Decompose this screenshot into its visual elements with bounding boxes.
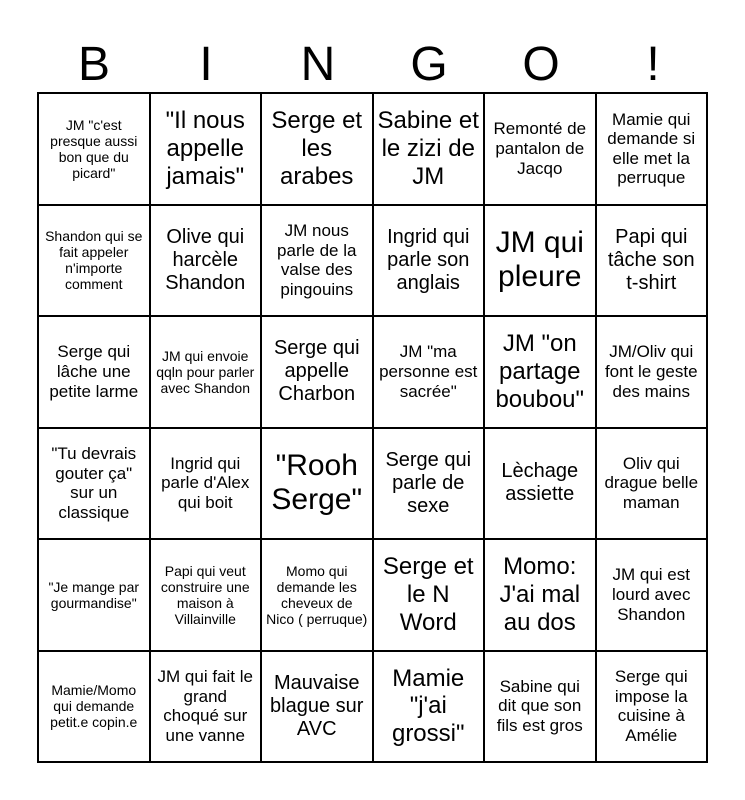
bingo-cell-text: Papi qui veut construire une maison à Villainville — [160, 562, 250, 627]
bingo-cell-r4c4[interactable] — [373, 428, 485, 540]
bingo-cell-r6c3[interactable] — [261, 651, 373, 763]
title-letter-exclamation: ! — [646, 38, 660, 91]
bingo-cell-r5c3[interactable] — [261, 539, 373, 651]
title-letter-g: G — [410, 38, 448, 91]
bingo-cell-text: Serge qui appelle Charbon — [273, 337, 360, 406]
bingo-cell-r3c3[interactable] — [261, 316, 373, 428]
bingo-cell-text: Papi qui tâche son t-shirt — [607, 225, 695, 294]
bingo-cell-text: Lèchage assiette — [501, 460, 579, 506]
bingo-cell-r6c6[interactable] — [596, 651, 708, 763]
bingo-cell-r2c4[interactable] — [373, 205, 485, 317]
bingo-cell-r2c2[interactable] — [150, 205, 262, 317]
bingo-cell-r1c6[interactable] — [596, 93, 708, 205]
bingo-cell-r6c5[interactable] — [484, 651, 596, 763]
bingo-cell-text: Serge qui parle de sexe — [385, 448, 472, 517]
bingo-cell-text: Serge qui lâche une petite larme — [49, 342, 139, 401]
bingo-cell-text: JM/Oliv qui font le geste des mains — [604, 342, 698, 401]
bingo-cell-r4c2[interactable] — [150, 428, 262, 540]
bingo-grid — [37, 92, 708, 763]
bingo-cell-r3c1[interactable] — [38, 316, 150, 428]
bingo-cell-text: Shandon qui se fait appeler n'importe comment — [45, 228, 143, 293]
bingo-cell-text: Serge et les arabes — [271, 107, 363, 190]
bingo-cell-text: "Je mange par gourmandise" — [48, 578, 140, 611]
bingo-cell-r1c2[interactable] — [150, 93, 262, 205]
bingo-cell-text: Ingrid qui parle d'Alex qui boit — [161, 453, 250, 513]
bingo-cell-r6c1[interactable] — [38, 651, 150, 763]
bingo-cell-r5c1[interactable] — [38, 539, 150, 651]
bingo-cell-text: "Rooh Serge" — [271, 448, 363, 517]
bingo-cell-r4c3[interactable] — [261, 428, 373, 540]
bingo-cell-r3c6[interactable] — [596, 316, 708, 428]
bingo-cell-text: Ingrid qui parle son anglais — [387, 225, 470, 294]
bingo-cell-r1c3[interactable] — [261, 93, 373, 205]
bingo-cell-text: JM nous parle de la valse des pingouins — [277, 221, 357, 299]
bingo-cell-r4c5[interactable] — [484, 428, 596, 540]
title-letter-n: N — [300, 38, 336, 91]
bingo-cell-r4c6[interactable] — [596, 428, 708, 540]
bingo-cell-text: Mamie/Momo qui demande petit.e copin.e — [50, 682, 138, 731]
bingo-cell-r3c2[interactable] — [150, 316, 262, 428]
bingo-cell-text: Sabine et le zizi de JM — [377, 107, 479, 190]
bingo-cell-r5c6[interactable] — [596, 539, 708, 651]
bingo-cell-text: Momo: J'ai mal au dos — [499, 553, 581, 636]
bingo-cell-r5c2[interactable] — [150, 539, 262, 651]
bingo-cell-text: Remonté de pantalon de Jacqo — [493, 119, 587, 178]
bingo-cell-text: "Il nous appelle jamais" — [165, 107, 245, 190]
bingo-cell-text: Olive qui harcèle Shandon — [165, 225, 246, 294]
bingo-cell-r2c3[interactable] — [261, 205, 373, 317]
bingo-cell-r1c1[interactable] — [38, 93, 150, 205]
bingo-cell-r2c1[interactable] — [38, 205, 150, 317]
bingo-cell-r4c1[interactable] — [38, 428, 150, 540]
title-letter-o: O — [522, 38, 560, 91]
bingo-cell-text: Serge qui impose la cuisine à Amélie — [614, 667, 688, 745]
bingo-cell-r2c5[interactable] — [484, 205, 596, 317]
bingo-title — [38, 38, 708, 92]
bingo-cell-text: "Tu devrais gouter ça" sur un classique — [51, 444, 137, 522]
bingo-cell-text: JM "on partage boubou" — [495, 330, 585, 413]
title-letter-b: B — [77, 38, 110, 91]
bingo-cell-text: Momo qui demande les cheveux de Nico ( perruque) — [266, 562, 368, 627]
bingo-cell-r5c4[interactable] — [373, 539, 485, 651]
bingo-cell-r3c4[interactable] — [373, 316, 485, 428]
bingo-cell-text: Mamie qui demande si elle met la perruque — [607, 109, 696, 188]
bingo-cell-text: JM qui fait le grand choqué sur une vanne — [157, 667, 253, 745]
title-letter-i: I — [199, 38, 213, 91]
bingo-cell-r6c2[interactable] — [150, 651, 262, 763]
bingo-cell-r5c5[interactable] — [484, 539, 596, 651]
bingo-cell-text: JM qui pleure — [495, 225, 584, 294]
bingo-cell-text: Sabine qui dit que son fils est gros — [496, 676, 583, 736]
bingo-cell-text: JM "ma personne est sacrée" — [379, 342, 478, 401]
bingo-cell-r1c5[interactable] — [484, 93, 596, 205]
bingo-cell-r2c6[interactable] — [596, 205, 708, 317]
bingo-cell-text: Oliv qui drague belle maman — [604, 453, 699, 513]
bingo-cell-r6c4[interactable] — [373, 651, 485, 763]
bingo-cell-text: Mamie "j'ai grossi" — [391, 664, 465, 748]
bingo-cell-r1c4[interactable] — [373, 93, 485, 205]
bingo-cell-text: Mauvaise blague sur AVC — [270, 671, 364, 740]
bingo-cell-text: JM qui est lourd avec Shandon — [612, 565, 691, 624]
bingo-cell-text: Serge et le N Word — [382, 553, 474, 636]
bingo-cell-text: JM "c'est presque aussi bon que du picard" — [50, 116, 138, 181]
bingo-cell-r3c5[interactable] — [484, 316, 596, 428]
bingo-cell-text: JM qui envoie qqln pour parler avec Shandon — [156, 347, 255, 396]
